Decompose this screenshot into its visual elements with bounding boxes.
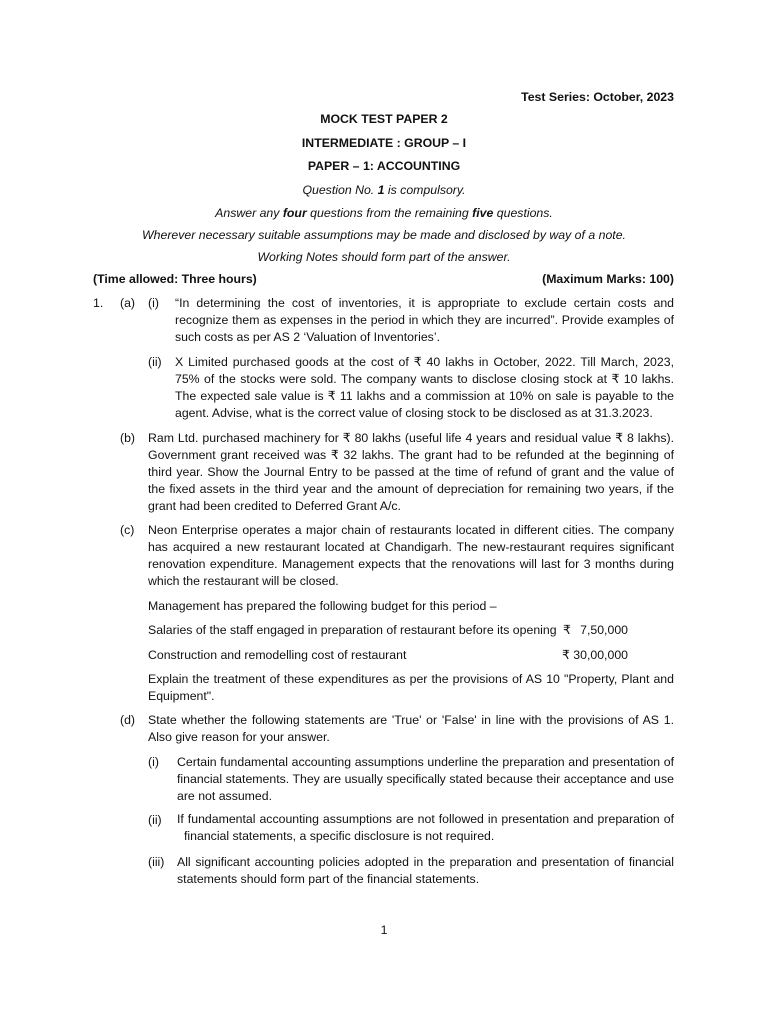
instruction-compulsory xyxy=(0,183,768,197)
budget-intro: Management has prepared the following budget for this period – xyxy=(148,599,497,613)
part-a-i-label: (i) xyxy=(148,296,159,310)
instruction-emphasis: four xyxy=(282,206,307,220)
budget-row-salaries-label: Salaries of the staff engaged in preparation of restaurant before its opening xyxy=(148,623,557,637)
instruction-text: Answer any xyxy=(215,206,283,220)
part-b-text: Ram Ltd. purchased machinery for ₹ 80 lakhs (useful life 4 years and residual value ₹ 8 lakhs). Government grant received was ₹ 32 lakhs. The grant had to be refunded at the beginning of third year. Show the Journal Entry to be passed at the time of refund of grant and the value of the fixed assets in the third year and the amount of depreciation for remaining two years, if the grant had been credited to Deferred Grant A/c. xyxy=(148,431,674,513)
part-c-explain: Explain the treatment of these expenditures as per the provisions of AS 10 "Property, Plant and Equipment". xyxy=(148,672,674,703)
part-a-ii-label: (ii) xyxy=(148,355,162,369)
question-number: 1. xyxy=(93,296,104,310)
instruction-assumptions: Wherever necessary suitable assumptions may be made and disclosed by way of a note. xyxy=(142,228,626,242)
part-d-i-label: (i) xyxy=(148,755,159,769)
budget-row-construction-value: ₹ 30,00,000 xyxy=(562,648,628,662)
part-c-label: (c) xyxy=(120,523,135,537)
part-a-label: (a) xyxy=(120,296,136,310)
part-a-i-text: “In determining the cost of inventories, it is appropriate to exclude certain costs and recognize them as expenses in the period in which they are incurred”. Provide examples of such costs as per AS 2 ‘Valuation of Inventories’. xyxy=(175,296,674,344)
paper-subject: PAPER – 1: ACCOUNTING xyxy=(307,159,461,173)
part-d-text: State whether the following statements are 'True' or 'False' in line with the provisions of AS 1. Also give reason for your answer. xyxy=(148,713,674,744)
page-number: 1 xyxy=(380,923,388,937)
paper-group: INTERMEDIATE : GROUP – I xyxy=(301,136,467,150)
maximum-marks: (Maximum Marks: 100) xyxy=(542,272,674,286)
part-d-i-text: Certain fundamental accounting assumptions underline the preparation and presentation of financial statements. They are usually specifically stated because their acceptance and use are not assumed. xyxy=(177,755,674,803)
instruction-emphasis: 1 xyxy=(377,183,385,197)
instruction-text: questions from the remaining xyxy=(306,206,473,220)
paper-title: MOCK TEST PAPER 2 xyxy=(320,112,448,126)
part-d-iii-text: All significant accounting policies adopted in the preparation and presentation of financial statements should form part of the financial statements. xyxy=(177,855,674,886)
budget-row-construction-label: Construction and remodelling cost of restaurant xyxy=(148,648,407,662)
part-d-ii-line2: financial statements, a specific disclosure is not required. xyxy=(184,829,495,843)
budget-row-salaries-value: 7,50,000 xyxy=(580,623,628,637)
time-allowed: (Time allowed: Three hours) xyxy=(93,272,257,286)
instruction-text: Question No. xyxy=(302,183,378,197)
part-d-label: (d) xyxy=(120,713,136,727)
test-series: Test Series: October, 2023 xyxy=(521,90,674,104)
part-b-label: (b) xyxy=(120,431,136,445)
instruction-emphasis: five xyxy=(472,206,494,220)
instruction-answer xyxy=(0,206,768,220)
part-d-ii-label: (ii) xyxy=(148,813,162,827)
part-d-iii-label: (iii) xyxy=(148,855,165,869)
part-a-ii-text: X Limited purchased goods at the cost of ₹ 40 lakhs in October, 2022. Till March, 2023, 75% of the stocks were sold. The company wants to disclose closing stock at ₹ 10 lakhs. The expected sale value is ₹ 11 lakhs and a commission at 10% on sale is payable to the agent. Advise, what is the correct value of closing stock to be disclosed as at 31.3.2023. xyxy=(175,355,674,420)
instruction-text: is compulsory. xyxy=(384,183,466,197)
part-d-ii-line1: If fundamental accounting assumptions are not followed in presentation and preparation of xyxy=(177,812,674,826)
rupee-symbol: ₹ xyxy=(563,623,571,637)
instruction-text: questions. xyxy=(493,206,553,220)
instruction-working-notes: Working Notes should form part of the answer. xyxy=(257,250,511,264)
part-c-text: Neon Enterprise operates a major chain of restaurants located in different cities. The company has acquired a new restaurant located at Chandigarh. The new-restaurant requires significant renovation expenditure. Management expects that the renovations will last for 3 months during which the restaurant will be closed. xyxy=(148,523,674,588)
